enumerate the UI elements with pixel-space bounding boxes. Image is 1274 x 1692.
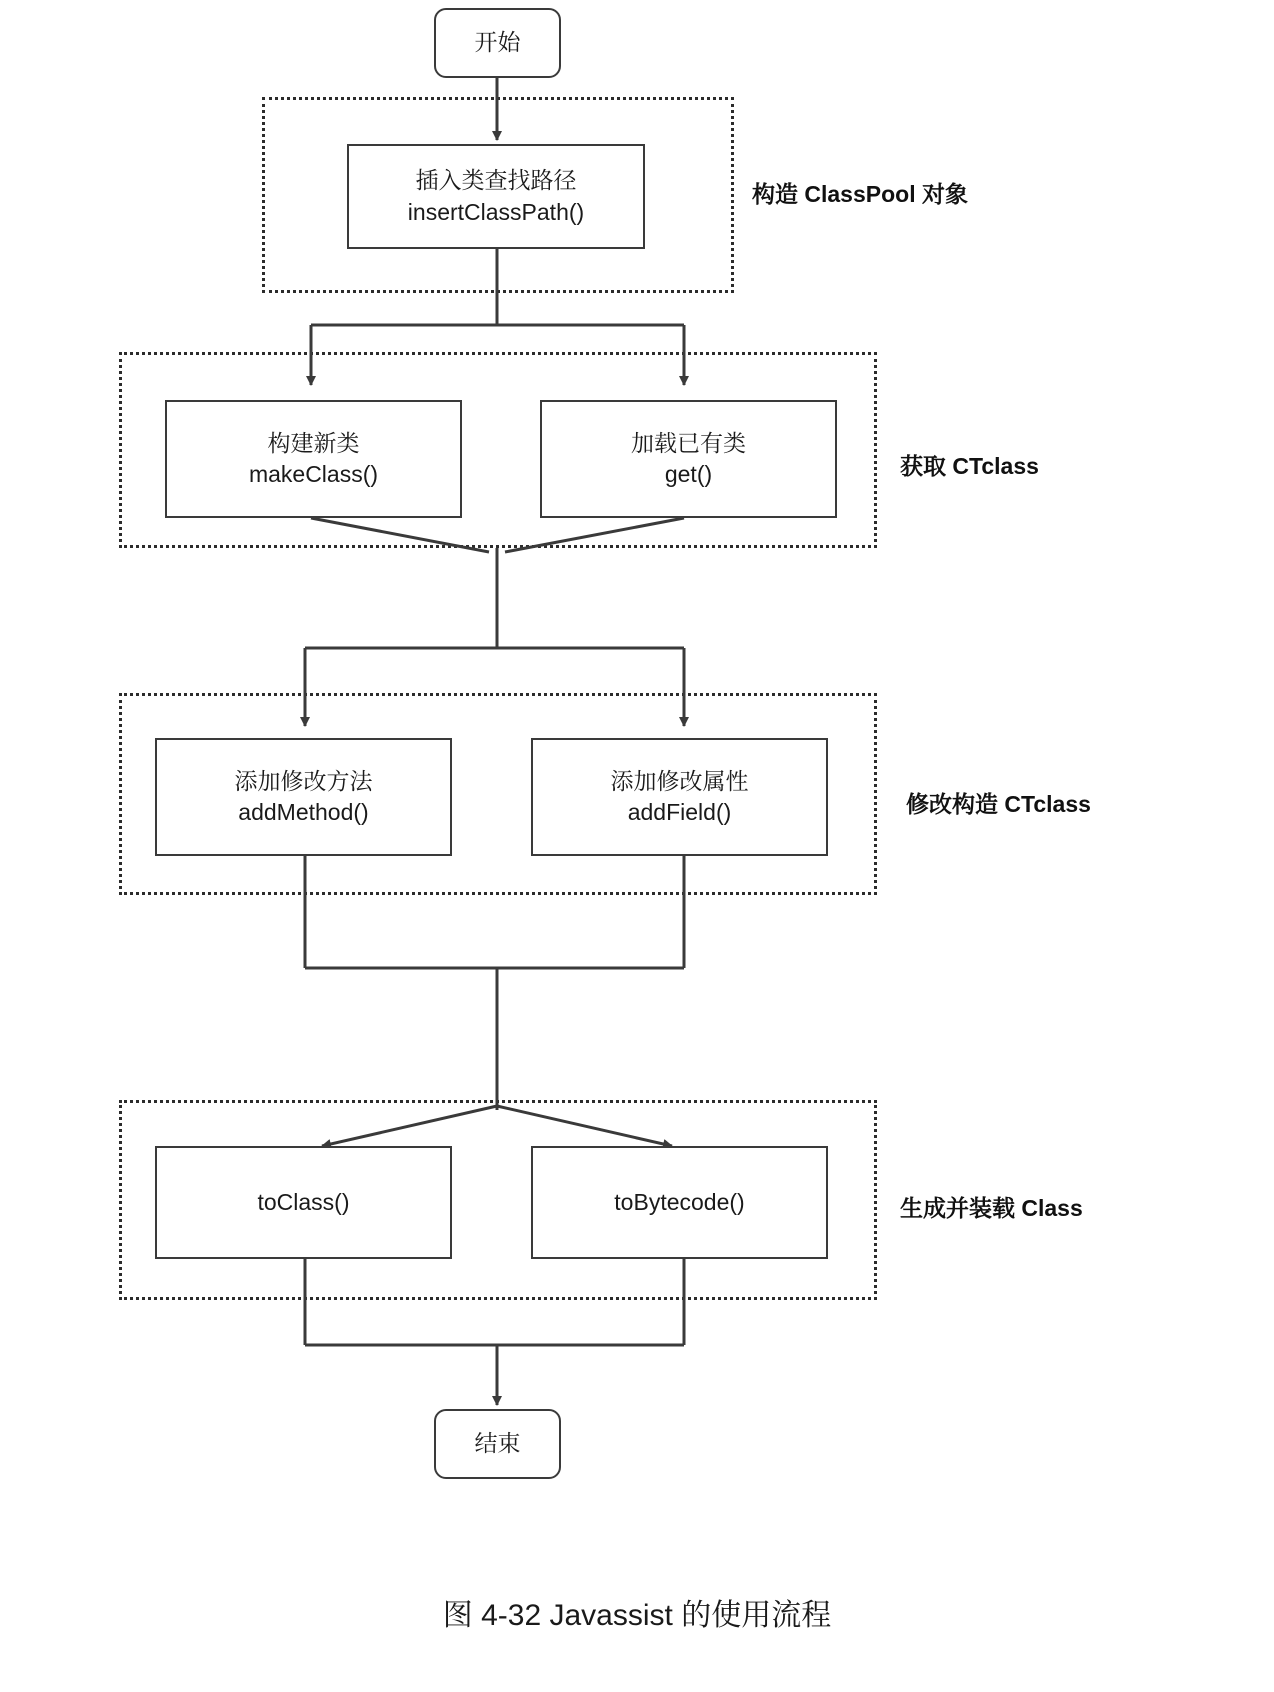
node-to-class-label: toClass()	[257, 1188, 350, 1215]
node-to-bytecode-label: toBytecode()	[614, 1188, 745, 1215]
group-label-generate: 生成并装载 Class	[900, 1195, 1083, 1221]
node-insert-class-path-method: insertClassPath()	[407, 198, 585, 225]
node-end	[434, 1409, 561, 1479]
node-add-field	[531, 738, 828, 856]
node-add-method	[155, 738, 452, 856]
group-label-classpool: 构造 ClassPool 对象	[752, 181, 968, 207]
node-get-class-title: 加载已有类	[631, 429, 746, 456]
group-label-ctclass: 获取 CTclass	[900, 453, 1039, 479]
node-insert-class-path-title: 插入类查找路径	[415, 167, 577, 194]
node-to-bytecode	[531, 1146, 828, 1259]
node-end-label: 结束	[474, 1430, 521, 1457]
node-make-class-method: makeClass()	[248, 461, 379, 487]
node-add-field-method: addField()	[627, 799, 732, 825]
figure-caption: 图 4-32 Javassist 的使用流程	[442, 1599, 832, 1632]
node-add-field-title: 添加修改属性	[610, 767, 749, 794]
node-start	[434, 8, 561, 78]
node-make-class-title: 构建新类	[267, 429, 360, 456]
node-to-class	[155, 1146, 452, 1259]
node-get-class-method: get()	[664, 461, 713, 487]
node-insert-class-path	[347, 144, 645, 249]
group-label-modify: 修改构造 CTclass	[906, 791, 1091, 817]
node-make-class	[165, 400, 462, 518]
node-start-label: 开始	[474, 29, 521, 56]
node-add-method-method: addMethod()	[238, 799, 369, 825]
node-get-class	[540, 400, 837, 518]
node-add-method-title: 添加修改方法	[234, 767, 373, 794]
